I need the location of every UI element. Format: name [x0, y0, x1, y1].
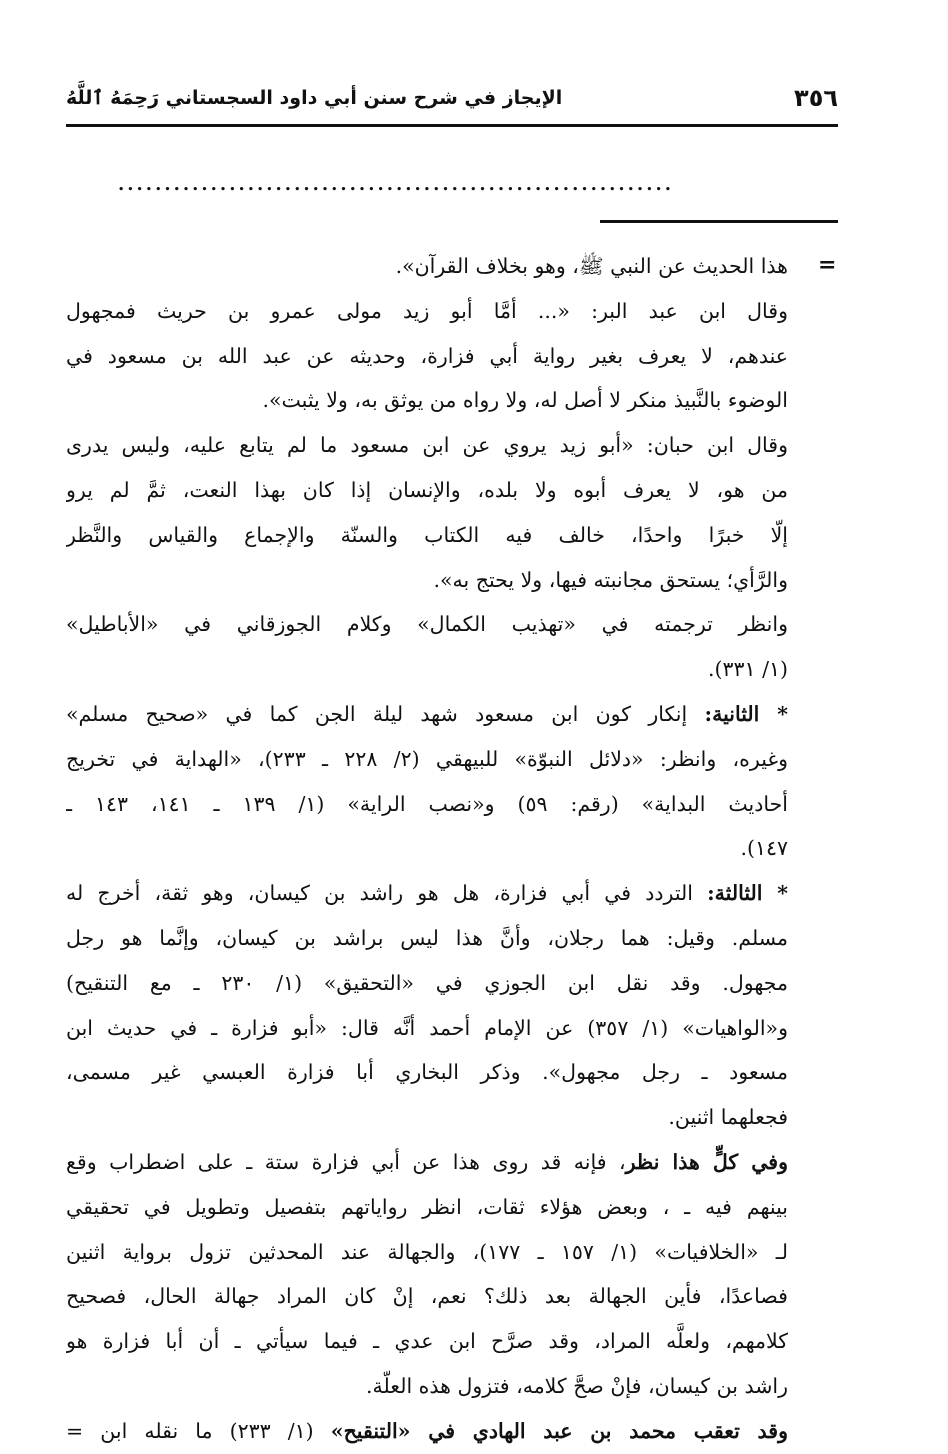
line-text: والرَّأي؛ يستحق مجانبته فيها، ولا يحتج به». — [433, 567, 788, 592]
text-line — [66, 782, 788, 827]
line-text: وانظر ترجمته في «تهذيب الكمال» وكلام الجوزقاني في «الأباطيل» — [66, 612, 788, 637]
text-line — [66, 826, 788, 871]
line-text: وغيره، وانظر: «دلائل النبوّة» للبيهقي (٢/ ٢٢٨ ـ ٢٣٣)، «الهداية في تخريج — [66, 746, 788, 771]
text-line — [66, 334, 788, 379]
text-line — [66, 513, 788, 558]
line-text: مسلم. وقيل: هما رجلان، وأنَّ هذا ليس براشد بن كيسان، وإنَّما هو رجل — [66, 925, 788, 950]
footnote-text — [66, 244, 788, 1454]
line-text: مسعود ـ رجل مجهول». وذكر البخاري أبا فزارة العبسي غير مسمى، — [66, 1060, 788, 1085]
running-title: الإيجاز في شرح سنن أبي داود السجستاني رَحِمَهُ ٱللَّهُ — [66, 87, 563, 109]
text-line — [66, 961, 788, 1006]
line-text: مجهول. وقد نقل ابن الجوزي في «التحقيق» (١/ ٢٣٠ ـ مع التنقيح) — [66, 970, 788, 995]
continuation-mark: = — [818, 252, 837, 278]
text-line — [66, 378, 788, 423]
line-text: راشد بن كيسان، فإنْ صحَّ كلامه، فتزول هذه العلّة. — [366, 1373, 788, 1398]
line-text: وقال ابن حبان: «أبو زيد يروي عن ابن مسعود ما لم يتابع عليه، وليس يدرى — [66, 433, 788, 458]
line-text: و«الواهيات» (١/ ٣٥٧) عن الإمام أحمد أنَّه قال: «أبو فزارة ـ في حديث ابن — [66, 1015, 788, 1040]
line-text: الوضوء بالنَّبيذ منكر لا أصل له، ولا رواه من يوثق به، ولا يثبت». — [262, 388, 788, 413]
text-line — [66, 1409, 788, 1454]
page-number: ٣٥٦ — [794, 84, 838, 112]
line-text: من هو، لا يعرف أبوه ولا بلده، والإنسان إذا كان بهذا النعت، ثمَّ لم يرو — [66, 477, 788, 502]
text-line — [66, 1230, 788, 1275]
text-line — [66, 468, 788, 513]
text-line — [66, 1140, 788, 1185]
text-line — [66, 916, 788, 961]
line-text: ١٤٧). — [740, 836, 788, 861]
line-text: إنكار كون ابن مسعود شهد ليلة الجن كما في «صحيح مسلم» — [66, 701, 705, 726]
dotted-separator: ............................................................ — [118, 174, 674, 195]
text-line — [66, 558, 788, 603]
text-line — [66, 423, 788, 468]
text-line — [66, 1319, 788, 1364]
line-text: وقال ابن عبد البر: «... أمَّا أبو زيد مولى عمرو بن حريث فمجهول — [66, 298, 788, 323]
page-header — [66, 78, 838, 118]
bold-heading: وفي كلٍّ هذا نظر — [625, 1149, 788, 1174]
text-line — [66, 1274, 788, 1319]
line-text: أحاديث البداية» (رقم: ٥٩) و«نصب الراية» (١/ ١٣٩ ـ ١٤١، ١٤٣ ـ — [66, 791, 788, 816]
text-line — [66, 244, 788, 289]
line-text: فجعلهما اثنين. — [668, 1105, 788, 1130]
text-line — [66, 737, 788, 782]
line-text: إلّا خبرًا واحدًا، خالف فيه الكتاب والسنّة والإجماع والقياس والنَّظر — [66, 522, 788, 547]
line-text: التردد في أبي فزارة، هل هو راشد بن كيسان، وهو ثقة، أخرج له — [66, 881, 708, 906]
line-text: (١/ ٣٣١). — [707, 657, 788, 682]
bold-heading: وقد تعقب محمد بن عبد الهادي في «التنقيح» — [330, 1418, 788, 1443]
bold-heading: * الثانية: — [704, 701, 788, 726]
text-line — [66, 1095, 788, 1140]
line-text: فصاعدًا، فأين الجهالة بعد ذلك؟ نعم، إنْ كان المراد جهالة الحال، فصحيح — [66, 1284, 788, 1309]
text-line — [66, 1006, 788, 1051]
header-rule — [66, 124, 838, 127]
bold-heading: * الثالثة: — [707, 881, 788, 906]
text-line — [66, 1185, 788, 1230]
line-text: كلامهم، ولعلَّه المراد، وقد صرَّح ابن عدي ـ فيما سيأتي ـ أن أبا فزارة هو — [66, 1329, 788, 1354]
text-line — [66, 692, 788, 737]
text-line — [66, 289, 788, 334]
text-line — [66, 602, 788, 647]
line-text: لـ «الخلافيات» (١/ ١٥٧ ـ ١٧٧)، والجهالة عند المحدثين تزول برواية اثنين — [66, 1239, 788, 1264]
text-line — [66, 1050, 788, 1095]
line-text: هذا الحديث عن النبي ﷺ، وهو بخلاف القرآن». — [395, 254, 788, 278]
text-line — [66, 871, 788, 916]
line-text: بينهم فيه ـ ، وبعض هؤلاء ثقات، انظر رواياتهم بتفصيل وتطويل في تحقيقي — [66, 1194, 788, 1219]
footnote-rule — [600, 220, 838, 223]
line-text: عندهم، لا يعرف بغير رواية أبي فزارة، وحديثه عن عبد الله بن مسعود في — [66, 343, 788, 368]
line-text: (١/ ٢٣٣) ما نقله ابن = — [66, 1418, 331, 1443]
line-text: ، فإنه قد روى هذا عن أبي فزارة ستة ـ على اضطراب وقع — [66, 1149, 626, 1174]
text-line — [66, 647, 788, 692]
